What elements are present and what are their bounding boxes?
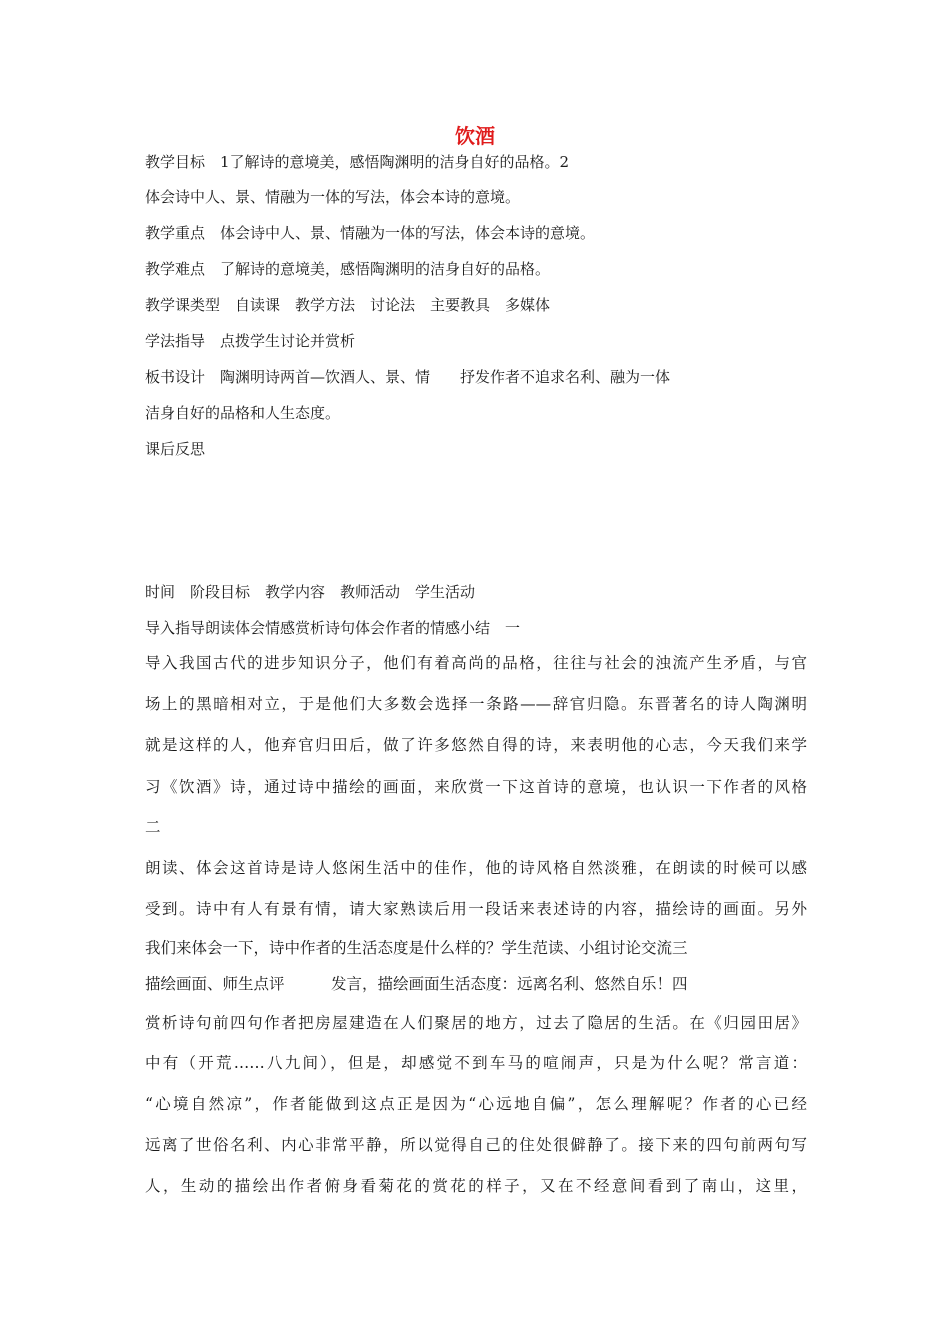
body-paragraph-line: 赏析诗句前四句作者把房屋建造在人们聚居的地方，过去了隐居的生活。在《归园田居》 xyxy=(145,1014,807,1032)
board-design-line-1: 板书设计 陶渊明诗两首—饮酒人、景、情 抒发作者不追求名利、融为一体 xyxy=(145,368,671,386)
board-design-line-2: 洁身自好的品格和人生态度。 xyxy=(145,404,341,422)
body-paragraph-line: 就是这样的人，他弃官归田后，做了许多悠然自得的诗，来表明他的心志，今天我们来学 xyxy=(145,736,807,754)
lesson-type-line: 教学课类型 自读课 教学方法 讨论法 主要教具 多媒体 xyxy=(145,296,551,314)
document-title: 饮酒 xyxy=(455,124,495,148)
body-paragraph-line: 导入我国古代的进步知识分子，他们有着高尚的品格，往往与社会的浊流产生矛盾，与官 xyxy=(145,654,807,672)
method-guide-line: 学法指导 点拨学生讨论并赏析 xyxy=(145,332,356,350)
section-number: 二 xyxy=(145,818,161,836)
body-paragraph-line: 远离了世俗名利、内心非常平静，所以觉得自己的住处很僻静了。接下来的四句前两句写 xyxy=(145,1136,807,1154)
objective-line-1: 教学目标 1了解诗的意境美，感悟陶渊明的洁身自好的品格。2 xyxy=(145,153,570,171)
body-paragraph-line: 朗读、体会这首诗是诗人悠闲生活中的佳作，他的诗风格自然淡雅，在朗读的时候可以感 xyxy=(145,859,807,877)
table-header: 时间 阶段目标 教学内容 教师活动 学生活动 xyxy=(145,583,476,601)
key-point-line: 教学重点 体会诗中人、景、情融为一体的写法，体会本诗的意境。 xyxy=(145,224,596,242)
body-paragraph-line: 场上的黑暗相对立，于是他们大多数会选择一条路——辞官归隐。东晋著名的诗人陶渊明 xyxy=(145,695,807,713)
body-paragraph-line: 中有（开荒……八九间），但是，却感觉不到车马的喧闹声，只是为什么呢？常言道： xyxy=(145,1054,807,1072)
stages-line: 导入指导朗读体会情感赏析诗句体会作者的情感小结 一 xyxy=(145,619,521,637)
body-paragraph-line: 习《饮酒》诗，通过诗中描绘的画面，来欣赏一下这首诗的意境，也认识一下作者的风格 xyxy=(145,778,807,796)
body-paragraph-line: “心境自然凉”，作者能做到这点正是因为“心远地自偏”，怎么理解呢？作者的心已经 xyxy=(145,1095,807,1113)
body-paragraph-line: 人，生动的描绘出作者俯身看菊花的赏花的样子，又在不经意间看到了南山，这里， xyxy=(145,1177,807,1195)
objective-line-2: 体会诗中人、景、情融为一体的写法，体会本诗的意境。 xyxy=(145,188,521,206)
difficulty-line: 教学难点 了解诗的意境美，感悟陶渊明的洁身自好的品格。 xyxy=(145,260,551,278)
body-paragraph-line: 受到。诗中有人有景有情，请大家熟读后用一段话来表述诗的内容，描绘诗的画面。另外 xyxy=(145,900,807,918)
body-paragraph-line: 描绘画面、师生点评 发言，描绘画面生活态度：远离名利、悠然自乐！四 xyxy=(145,975,688,993)
reflection-heading: 课后反思 xyxy=(145,440,206,458)
body-paragraph-line: 我们来体会一下，诗中作者的生活态度是什么样的？学生范读、小组讨论交流三 xyxy=(145,939,688,957)
